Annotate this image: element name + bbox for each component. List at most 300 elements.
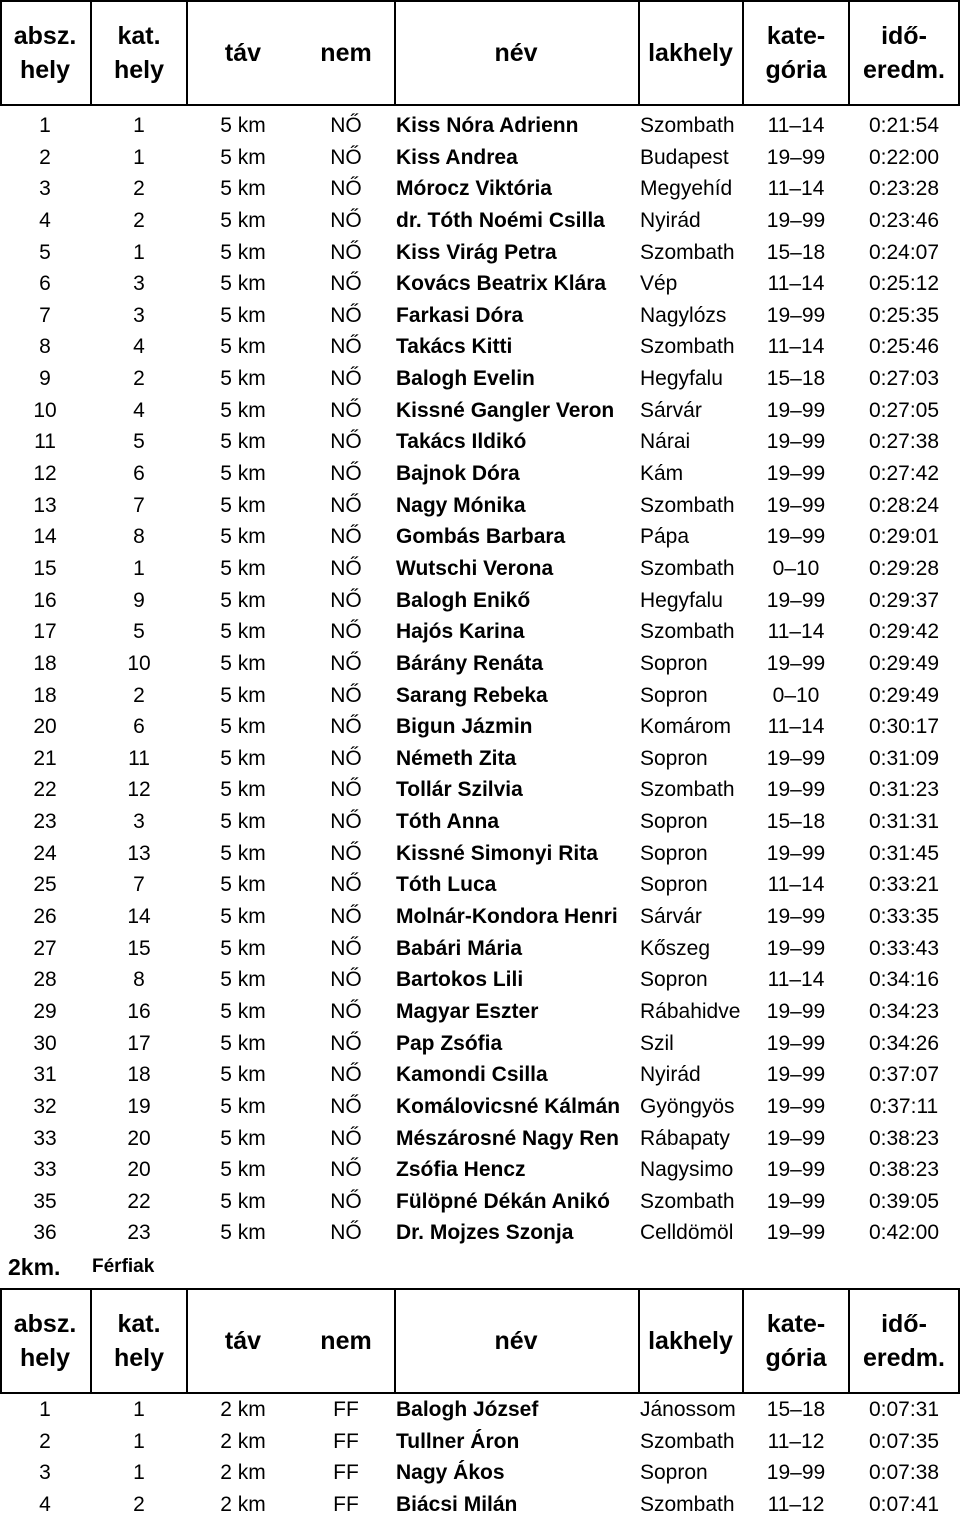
cell-category: 19–99 (766, 1031, 826, 1055)
cell-gender: NŐ (330, 810, 362, 834)
table-row (0, 648, 960, 680)
cell-time: 0:34:16 (868, 968, 940, 992)
table-row (0, 363, 960, 395)
cell-category: 11–14 (767, 968, 825, 992)
table-row (0, 1394, 960, 1426)
cell-overall-place: 21 (33, 746, 57, 770)
cell-gender: NŐ (330, 1189, 362, 1213)
cell-gender: NŐ (330, 620, 362, 644)
cell-gender: NŐ (330, 493, 362, 517)
cell-time: 0:38:23 (868, 1126, 940, 1150)
cell-category: 19–99 (766, 1221, 826, 1245)
cell-time: 0:29:28 (868, 556, 940, 580)
cell-time: 0:42:00 (868, 1221, 940, 1245)
cell-time: 0:37:11 (869, 1094, 939, 1118)
cell-residence: Szombath (640, 335, 735, 359)
cell-category: 19–99 (766, 1158, 826, 1182)
table-header-men-2km (0, 1288, 960, 1394)
cell-residence: Sopron (640, 841, 708, 865)
cell-residence: Szombath (640, 240, 735, 264)
section-distance: 2km. (8, 1254, 61, 1280)
cell-gender: NŐ (330, 746, 362, 770)
cell-overall-place: 4 (39, 208, 51, 232)
cell-category: 0–10 (772, 683, 820, 707)
cell-overall-place: 18 (33, 651, 57, 675)
cell-name: Kiss Andrea (396, 145, 518, 169)
table-row (0, 1091, 960, 1123)
cell-category: 19–99 (766, 1094, 826, 1118)
cell-distance: 5 km (220, 1094, 266, 1118)
cell-name: Kamondi Csilla (396, 1063, 548, 1087)
cell-residence: Szil (640, 1031, 674, 1055)
cell-residence: Sárvár (640, 905, 702, 929)
cell-residence: Szombath (640, 1492, 735, 1516)
table-row (0, 521, 960, 553)
table-row (0, 711, 960, 743)
table-row (0, 996, 960, 1028)
cell-category: 19–99 (766, 588, 826, 612)
cell-gender: NŐ (330, 588, 362, 612)
header-category: kate- gória (765, 22, 827, 84)
cell-gender: NŐ (330, 240, 362, 264)
cell-overall-place: 10 (33, 398, 57, 422)
header-divider (394, 1288, 396, 1394)
cell-residence: Szombath (640, 1189, 735, 1213)
cell-residence: Budapest (640, 145, 729, 169)
cell-distance: 2 km (220, 1461, 266, 1485)
cell-category-place: 8 (133, 968, 145, 992)
table-row (0, 300, 960, 332)
cell-category: 19–99 (766, 462, 826, 486)
cell-residence: Nyirád (640, 208, 701, 232)
cell-category-place: 1 (133, 114, 145, 137)
header-rule (0, 1288, 960, 1290)
cell-time: 0:23:28 (868, 177, 940, 201)
cell-overall-place: 13 (33, 493, 57, 517)
cell-category: 19–99 (766, 746, 826, 770)
cell-time: 0:27:42 (868, 462, 940, 486)
cell-overall-place: 32 (33, 1094, 57, 1118)
cell-overall-place: 25 (33, 873, 57, 897)
cell-overall-place: 30 (33, 1031, 57, 1055)
header-name: név (494, 39, 538, 67)
table-row (0, 490, 960, 522)
cell-name: Bajnok Dóra (396, 462, 520, 486)
cell-residence: Sopron (640, 746, 708, 770)
cell-overall-place: 3 (39, 177, 51, 201)
cell-time: 0:29:49 (868, 683, 940, 707)
cell-name: Tóth Anna (396, 810, 500, 834)
table-row (0, 1457, 960, 1489)
cell-time: 0:27:03 (868, 367, 940, 391)
table-row (0, 395, 960, 427)
cell-time: 0:07:31 (868, 1398, 940, 1421)
cell-gender: FF (333, 1461, 359, 1485)
cell-residence: Jánossom (640, 1398, 736, 1421)
cell-distance: 5 km (220, 841, 266, 865)
cell-overall-place: 31 (33, 1063, 57, 1087)
cell-category: 19–99 (766, 398, 826, 422)
cell-time: 0:25:12 (868, 272, 940, 296)
cell-time: 0:34:26 (868, 1031, 940, 1055)
cell-category-place: 20 (127, 1126, 151, 1150)
cell-name: Kovács Beatrix Klára (396, 272, 607, 296)
cell-residence: Szombath (640, 556, 735, 580)
cell-name: Tóth Luca (396, 873, 497, 897)
cell-category-place: 6 (133, 462, 145, 486)
cell-gender: NŐ (330, 462, 362, 486)
table-row (0, 1186, 960, 1218)
header-rule (0, 0, 960, 2)
cell-time: 0:30:17 (868, 715, 940, 739)
cell-category-place: 1 (133, 240, 145, 264)
cell-gender: NŐ (330, 905, 362, 929)
cell-name: Molnár-Kondora Henri (396, 905, 618, 929)
cell-category: 19–99 (766, 1126, 826, 1150)
cell-category: 15–18 (766, 367, 826, 391)
cell-category: 15–18 (766, 810, 826, 834)
cell-name: Németh Zita (396, 746, 517, 770)
cell-distance: 5 km (220, 240, 266, 264)
cell-gender: NŐ (330, 177, 362, 201)
cell-time: 0:29:42 (868, 620, 940, 644)
cell-residence: Sopron (640, 1461, 708, 1485)
cell-category-place: 9 (133, 588, 145, 612)
cell-time: 0:33:21 (868, 873, 940, 897)
cell-category: 19–99 (766, 651, 826, 675)
cell-distance: 5 km (220, 683, 266, 707)
cell-residence: Vép (640, 272, 678, 296)
cell-category-place: 2 (133, 177, 145, 201)
cell-time: 0:29:37 (868, 588, 940, 612)
cell-residence: Szombath (640, 778, 735, 802)
cell-category: 19–99 (766, 525, 826, 549)
cell-distance: 5 km (220, 905, 266, 929)
cell-time: 0:27:05 (868, 398, 940, 422)
table-row (0, 1489, 960, 1521)
cell-residence: Nárai (640, 430, 691, 454)
cell-gender: FF (333, 1429, 359, 1453)
cell-gender: NŐ (330, 999, 362, 1023)
cell-category: 19–99 (766, 1189, 826, 1213)
cell-overall-place: 5 (39, 240, 51, 264)
cell-category-place: 8 (133, 525, 145, 549)
cell-category-place: 1 (133, 145, 145, 169)
cell-name: Takács Kitti (396, 335, 513, 359)
cell-name: Balogh József (396, 1398, 539, 1421)
cell-residence: Gyöngyös (640, 1094, 735, 1118)
cell-distance: 5 km (220, 398, 266, 422)
cell-time: 0:31:31 (868, 810, 940, 834)
cell-distance: 5 km (220, 272, 266, 296)
cell-name: Komálovicsné Kálmán (396, 1094, 621, 1118)
cell-category-place: 11 (128, 746, 150, 770)
table-row (0, 237, 960, 269)
cell-gender: FF (333, 1398, 359, 1421)
cell-residence: Sopron (640, 810, 708, 834)
cell-category: 19–99 (766, 1461, 826, 1485)
cell-time: 0:07:38 (868, 1461, 940, 1485)
cell-residence: Sopron (640, 968, 708, 992)
header-residence: lakhely (648, 1327, 733, 1355)
cell-category-place: 12 (127, 778, 151, 802)
cell-gender: NŐ (330, 1126, 362, 1150)
cell-name: Farkasi Dóra (396, 303, 524, 327)
cell-distance: 2 km (220, 1492, 266, 1516)
cell-category-place: 3 (133, 810, 145, 834)
cell-category-place: 7 (133, 873, 145, 897)
header-divider (848, 0, 850, 106)
cell-name: Tollár Szilvia (396, 778, 523, 802)
cell-name: Biácsi Milán (396, 1492, 518, 1516)
header-residence: lakhely (648, 39, 733, 67)
cell-overall-place: 1 (39, 1398, 51, 1421)
cell-gender: NŐ (330, 398, 362, 422)
cell-distance: 5 km (220, 936, 266, 960)
cell-category-place: 18 (127, 1063, 151, 1087)
header-category-place: kat. hely (113, 1310, 165, 1372)
cell-category: 11–14 (767, 177, 825, 201)
cell-name: Takács Ildikó (396, 430, 527, 454)
table-row (0, 173, 960, 205)
header-divider (0, 1288, 2, 1394)
header-name: név (494, 1327, 538, 1355)
header-divider (186, 1288, 188, 1394)
cell-distance: 5 km (220, 367, 266, 391)
cell-gender: NŐ (330, 1063, 362, 1087)
cell-residence: Komárom (640, 715, 732, 739)
cell-category: 19–99 (766, 778, 826, 802)
cell-residence: Celldömöl (640, 1221, 734, 1245)
table-row (0, 268, 960, 300)
cell-gender: NŐ (330, 1094, 362, 1118)
cell-category-place: 3 (133, 272, 145, 296)
cell-distance: 5 km (220, 588, 266, 612)
cell-category: 11–14 (767, 873, 825, 897)
cell-time: 0:07:35 (868, 1429, 940, 1453)
cell-category: 19–99 (766, 493, 826, 517)
table-row (0, 964, 960, 996)
cell-category-place: 16 (127, 999, 151, 1023)
cell-time: 0:31:09 (868, 746, 940, 770)
header-category-place: kat. hely (113, 22, 165, 84)
cell-category-place: 1 (133, 556, 145, 580)
cell-distance: 5 km (220, 873, 266, 897)
cell-category-place: 19 (127, 1094, 151, 1118)
cell-residence: Szombath (640, 620, 735, 644)
cell-category-place: 17 (127, 1031, 151, 1055)
cell-time: 0:31:23 (868, 778, 940, 802)
cell-name: Gombás Barbara (396, 525, 566, 549)
cell-gender: NŐ (330, 556, 362, 580)
header-divider (90, 0, 92, 106)
cell-time: 0:25:35 (868, 303, 940, 327)
table-row (0, 1217, 960, 1249)
header-divider (742, 0, 744, 106)
header-gender: nem (320, 1327, 372, 1355)
cell-residence: Nagysimo (640, 1158, 734, 1182)
cell-overall-place: 27 (33, 936, 57, 960)
cell-distance: 5 km (220, 430, 266, 454)
cell-gender: NŐ (330, 715, 362, 739)
cell-distance: 5 km (220, 556, 266, 580)
cell-overall-place: 8 (39, 335, 51, 359)
cell-name: Bárány Renáta (396, 651, 544, 675)
cell-name: Balogh Enikő (396, 588, 531, 612)
table-row (0, 1059, 960, 1091)
cell-category-place: 15 (127, 936, 151, 960)
cell-gender: NŐ (330, 208, 362, 232)
cell-overall-place: 22 (33, 778, 57, 802)
cell-overall-place: 17 (33, 620, 57, 644)
cell-distance: 5 km (220, 177, 266, 201)
cell-overall-place: 6 (39, 272, 51, 296)
cell-residence: Hegyfalu (640, 367, 723, 391)
cell-distance: 5 km (220, 620, 266, 644)
cell-gender: NŐ (330, 1221, 362, 1245)
cell-gender: FF (333, 1492, 359, 1516)
cell-residence: Rábapaty (640, 1126, 730, 1150)
cell-distance: 5 km (220, 746, 266, 770)
cell-overall-place: 4 (39, 1492, 51, 1516)
header-category: kate- gória (765, 1310, 827, 1372)
section-group: Férfiak (92, 1256, 155, 1277)
cell-residence: Szombath (640, 114, 735, 137)
cell-gender: NŐ (330, 1158, 362, 1182)
cell-time: 0:28:24 (868, 493, 940, 517)
cell-category-place: 2 (133, 683, 145, 707)
cell-gender: NŐ (330, 841, 362, 865)
cell-category: 19–99 (766, 303, 826, 327)
cell-name: Magyar Eszter (396, 999, 539, 1023)
cell-time: 0:29:49 (868, 651, 940, 675)
header-divider (742, 1288, 744, 1394)
cell-overall-place: 15 (33, 556, 57, 580)
header-divider (0, 0, 2, 106)
header-distance: táv (224, 39, 262, 67)
cell-category: 15–18 (766, 1398, 826, 1421)
cell-name: Babári Mária (396, 936, 523, 960)
cell-name: Balogh Evelin (396, 367, 535, 391)
cell-gender: NŐ (330, 873, 362, 897)
cell-gender: NŐ (330, 145, 362, 169)
table-row (0, 838, 960, 870)
cell-time: 0:33:43 (868, 936, 940, 960)
cell-residence: Nyirád (640, 1063, 701, 1087)
cell-distance: 5 km (220, 114, 266, 137)
cell-distance: 5 km (220, 462, 266, 486)
cell-residence: Pápa (640, 525, 690, 549)
table-row (0, 331, 960, 363)
cell-gender: NŐ (330, 335, 362, 359)
cell-overall-place: 7 (39, 303, 51, 327)
cell-category-place: 22 (127, 1189, 151, 1213)
header-gender: nem (320, 39, 372, 67)
cell-overall-place: 35 (33, 1189, 57, 1213)
cell-residence: Sopron (640, 683, 708, 707)
header-divider (638, 0, 640, 106)
cell-category-place: 7 (133, 493, 145, 517)
results-table-women-5km (0, 110, 960, 1249)
table-row (0, 553, 960, 585)
cell-category: 11–14 (767, 272, 825, 296)
cell-name: Sarang Rebeka (396, 683, 548, 707)
table-row (0, 1028, 960, 1060)
cell-category: 19–99 (766, 936, 826, 960)
cell-overall-place: 2 (39, 145, 51, 169)
cell-category-place: 3 (133, 303, 145, 327)
results-table-men-2km (0, 1394, 960, 1521)
cell-name: Nagy Mónika (396, 493, 526, 517)
cell-name: Kissné Gangler Veron (396, 398, 615, 422)
cell-overall-place: 2 (39, 1429, 51, 1453)
table-header-women-5km (0, 0, 960, 106)
cell-distance: 5 km (220, 1189, 266, 1213)
cell-distance: 5 km (220, 1158, 266, 1182)
table-row (0, 1426, 960, 1458)
cell-category: 11–12 (767, 1429, 825, 1453)
cell-distance: 5 km (220, 1126, 266, 1150)
cell-residence: Megyehíd (640, 177, 733, 201)
cell-distance: 5 km (220, 651, 266, 675)
table-row (0, 585, 960, 617)
cell-residence: Hegyfalu (640, 588, 723, 612)
cell-category-place: 5 (133, 620, 145, 644)
cell-residence: Rábahidve (640, 999, 741, 1023)
table-row (0, 110, 960, 142)
table-row (0, 1154, 960, 1186)
cell-gender: NŐ (330, 1031, 362, 1055)
cell-name: Hajós Karina (396, 620, 525, 644)
table-row (0, 933, 960, 965)
header-distance: táv (224, 1327, 262, 1355)
cell-name: Mórocz Viktória (396, 177, 552, 201)
cell-name: Mészárosné Nagy Ren (396, 1126, 619, 1150)
cell-distance: 5 km (220, 715, 266, 739)
cell-category-place: 4 (133, 398, 145, 422)
cell-category: 19–99 (766, 1063, 826, 1087)
cell-distance: 5 km (220, 525, 266, 549)
cell-overall-place: 3 (39, 1461, 51, 1485)
cell-category: 0–10 (772, 556, 820, 580)
cell-residence: Sopron (640, 651, 708, 675)
cell-time: 0:38:23 (868, 1158, 940, 1182)
cell-category: 11–14 (767, 620, 825, 644)
cell-category-place: 1 (133, 1398, 145, 1421)
cell-overall-place: 16 (33, 588, 57, 612)
cell-category-place: 2 (133, 367, 145, 391)
cell-time: 0:33:35 (868, 905, 940, 929)
cell-distance: 5 km (220, 208, 266, 232)
header-divider (848, 1288, 850, 1394)
cell-overall-place: 1 (39, 114, 51, 137)
cell-category: 19–99 (766, 430, 826, 454)
table-row (0, 806, 960, 838)
table-row (0, 680, 960, 712)
cell-overall-place: 29 (33, 999, 57, 1023)
cell-name: Dr. Mojzes Szonja (396, 1221, 574, 1245)
table-row (0, 205, 960, 237)
cell-category-place: 6 (133, 715, 145, 739)
cell-name: Kiss Nóra Adrienn (396, 114, 579, 137)
cell-time: 0:27:38 (868, 430, 940, 454)
cell-overall-place: 23 (33, 810, 57, 834)
cell-category: 19–99 (766, 999, 826, 1023)
cell-residence: Szombath (640, 1429, 735, 1453)
cell-category-place: 4 (133, 335, 145, 359)
cell-overall-place: 9 (39, 367, 51, 391)
cell-category-place: 10 (127, 651, 151, 675)
